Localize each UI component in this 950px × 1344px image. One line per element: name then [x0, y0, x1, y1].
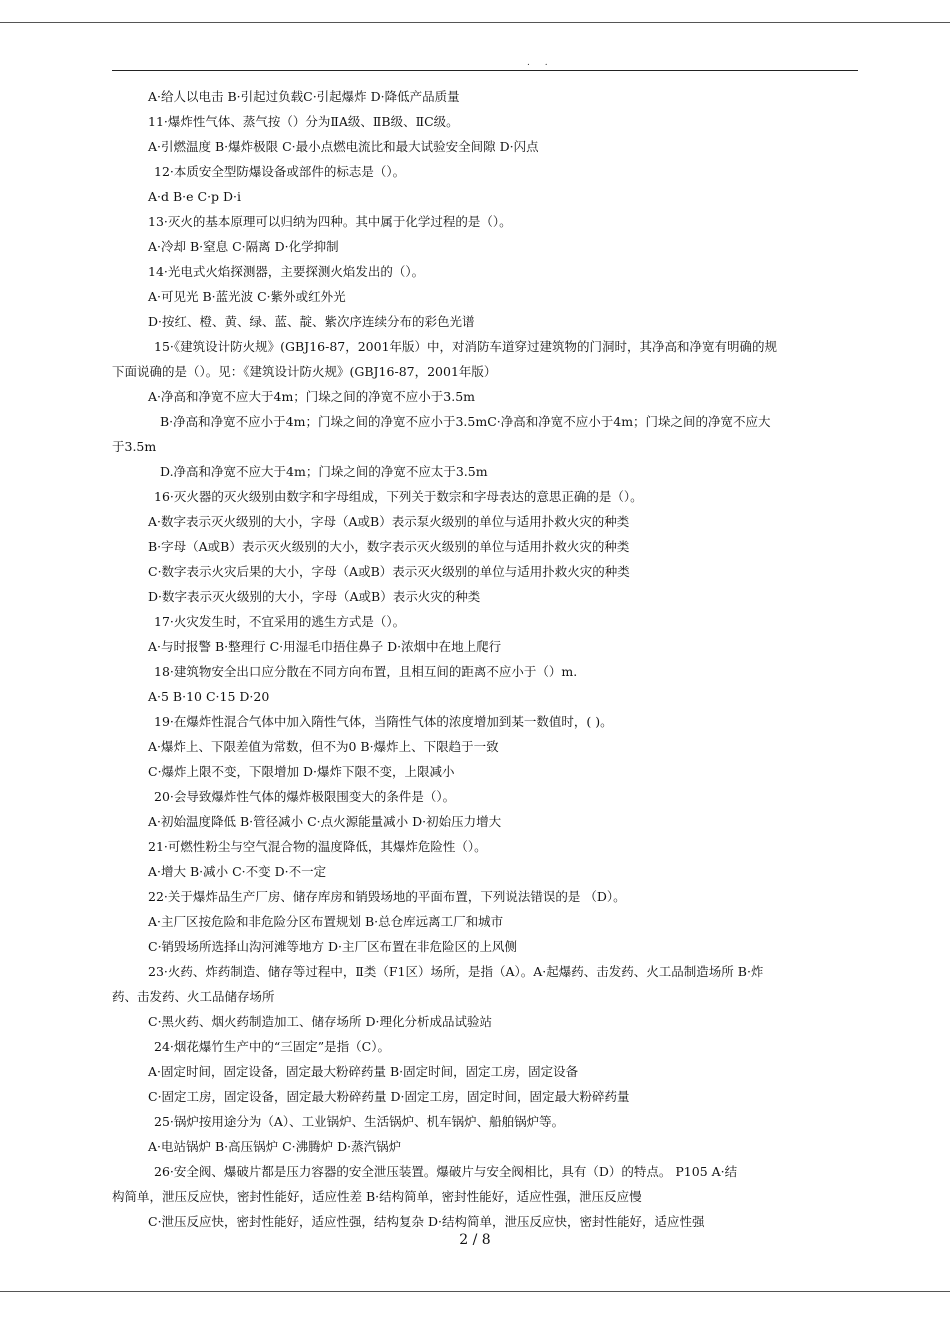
text-line: A·固定时间，固定设备，固定最大粉碎药量 B·固定时间，固定工房，固定设备	[148, 1064, 579, 1079]
text-line: B·字母（A或B）表示灭火级别的大小，数字表示灭火级别的单位与适用扑救火灾的种类	[148, 539, 630, 554]
top-border	[0, 22, 950, 23]
text-line: 15·《建筑设计防火规》(GBJ16-87，2001年版）中，对消防车道穿过建筑物的门洞时，其净高和净宽有明确的规	[154, 339, 778, 354]
text-line: C·泄压反应快，密封性能好，适应性强，结构复杂 D·结构简单，泄压反应快，密封性能好，适应性强	[148, 1214, 705, 1229]
text-line: 16·灭火器的灭火级别由数字和字母组成，下列关于数宗和字母表达的意思正确的是（）。	[154, 489, 643, 504]
document-body	[112, 84, 860, 1234]
text-line: C·黑火药、烟火药制造加工、储存场所 D·理化分析成品试验站	[148, 1014, 493, 1029]
text-line: 12·本质安全型防爆设备或部件的标志是（）。	[154, 164, 406, 179]
text-line: 26·安全阀、爆破片都是压力容器的安全泄压装置。爆破片与安全阀相比，具有（D）的特点。 P105 A·结	[154, 1164, 738, 1179]
text-line: 20·会导致爆炸性气体的爆炸极限围变大的条件是（）。	[154, 789, 456, 804]
text-line: A·与时报警 B·整理行 C·用湿毛巾捂住鼻子 D·浓烟中在地上爬行	[148, 639, 502, 654]
text-line: 13·灭火的基本原理可以归纳为四种。其中属于化学过程的是（）。	[148, 214, 512, 229]
text-line: C·爆炸上限不变，下限增加 D·爆炸下限不变，上限减小	[148, 764, 455, 779]
text-line: 药、击发药、火工品储存场所	[112, 989, 275, 1004]
text-line: D·数字表示灭火级别的大小，字母（A或B）表示火灾的种类	[148, 589, 481, 604]
text-line: D.净高和净宽不应大于4m；门垛之间的净宽不应太于3.5m	[160, 464, 488, 479]
header-mark: . .	[527, 58, 554, 68]
text-line: A·电站锅炉 B·高压锅炉 C·沸腾炉 D·蒸汽锅炉	[148, 1139, 402, 1154]
text-line: 22·关于爆炸品生产厂房、储存库房和销毁场地的平面布置，下列说法错误的是 （D）。	[148, 889, 626, 904]
text-line: A·给人以电击 B·引起过负载C·引起爆炸 D·降低产品质量	[148, 89, 460, 104]
text-line: A·5 B·10 C·15 D·20	[148, 689, 270, 704]
text-line: 构简单，泄压反应快，密封性能好，适应性差 B·结构简单，密封性能好，适应性强，泄压反应慢	[112, 1189, 642, 1204]
text-line: 23·火药、炸药制造、储存等过程中，Ⅱ类（F1区）场所，是指（A）。A·起爆药、击发药、火工品制造场所 B·炸	[148, 964, 764, 979]
text-line: 14·光电式火焰探测器，主要探测火焰发出的（）。	[148, 264, 425, 279]
text-line: 21·可燃性粉尘与空气混合物的温度降低，其爆炸危险性（）。	[148, 839, 487, 854]
text-line: A·冷却 B·窒息 C·隔离 D·化学抑制	[148, 239, 339, 254]
text-line: C·数字表示火灾后果的大小，字母（A或B）表示灭火级别的单位与适用扑救火灾的种类	[148, 564, 630, 579]
text-line: C·销毁场所选择山沟河滩等地方 D·主厂区布置在非危险区的上风侧	[148, 939, 518, 954]
text-line: A·净高和净宽不应大于4m；门垛之间的净宽不应小于3.5m	[148, 389, 476, 404]
text-line: A·可见光 B·蓝光波 C·紫外或红外光	[148, 289, 346, 304]
text-line: A·d B·e C·p D·i	[148, 189, 242, 204]
text-line: 19·在爆炸性混合气体中加入隋性气体，当隋性气体的浓度增加到某一数值时，( )。	[154, 714, 613, 729]
header-rule	[112, 70, 858, 71]
text-line: A·爆炸上、下限差值为常数，但不为0 B·爆炸上、下限趋于一致	[148, 739, 499, 754]
bottom-border	[0, 1291, 950, 1292]
text-line: 于3.5m	[112, 439, 157, 454]
text-line: 17·火灾发生时，不宜采用的逃生方式是（）。	[154, 614, 406, 629]
text-line: 18·建筑物安全出口应分散在不同方向布置，且相互间的距离不应小于（）m.	[154, 664, 578, 679]
text-line: 下面说确的是（）。见：《建筑设计防火规》(GBJ16-87，2001年版）	[112, 364, 497, 379]
text-line: A·数字表示灭火级别的大小，字母（A或B）表示泵火级别的单位与适用扑救火灾的种类	[148, 514, 630, 529]
text-line: A·主厂区按危险和非危险分区布置规划 B·总仓库远离工厂和城市	[148, 914, 504, 929]
text-line: D·按红、橙、黄、绿、蓝、靛、紫次序连续分布的彩色光谱	[148, 314, 475, 329]
text-line: A·引燃温度 B·爆炸极限 C·最小点燃电流比和最大试验安全间隙 D·闪点	[148, 139, 539, 154]
text-line: B·净高和净宽不应小于4m；门垛之间的净宽不应小于3.5mC·净高和净宽不应小于4m；门垛之间的净宽不应大	[160, 414, 771, 429]
text-line: 24·烟花爆竹生产中的“三固定”是指（C）。	[154, 1039, 390, 1054]
text-line: A·增大 B·减小 C·不变 D·不一定	[148, 864, 327, 879]
text-line: 11·爆炸性气体、蒸气按（）分为ⅡA级、ⅡB级、ⅡC级。	[148, 114, 459, 129]
page-number: 2 / 8	[459, 1232, 491, 1248]
text-line: A·初始温度降低 B·管径减小 C·点火源能量减小 D·初始压力增大	[148, 814, 502, 829]
text-line: 25·锅炉按用途分为（A）、工业锅炉、生活锅炉、机车锅炉、船舶锅炉等。	[154, 1114, 565, 1129]
text-line: C·固定工房，固定设备，固定最大粉碎药量 D·固定工房，固定时间，固定最大粉碎药量	[148, 1089, 630, 1104]
